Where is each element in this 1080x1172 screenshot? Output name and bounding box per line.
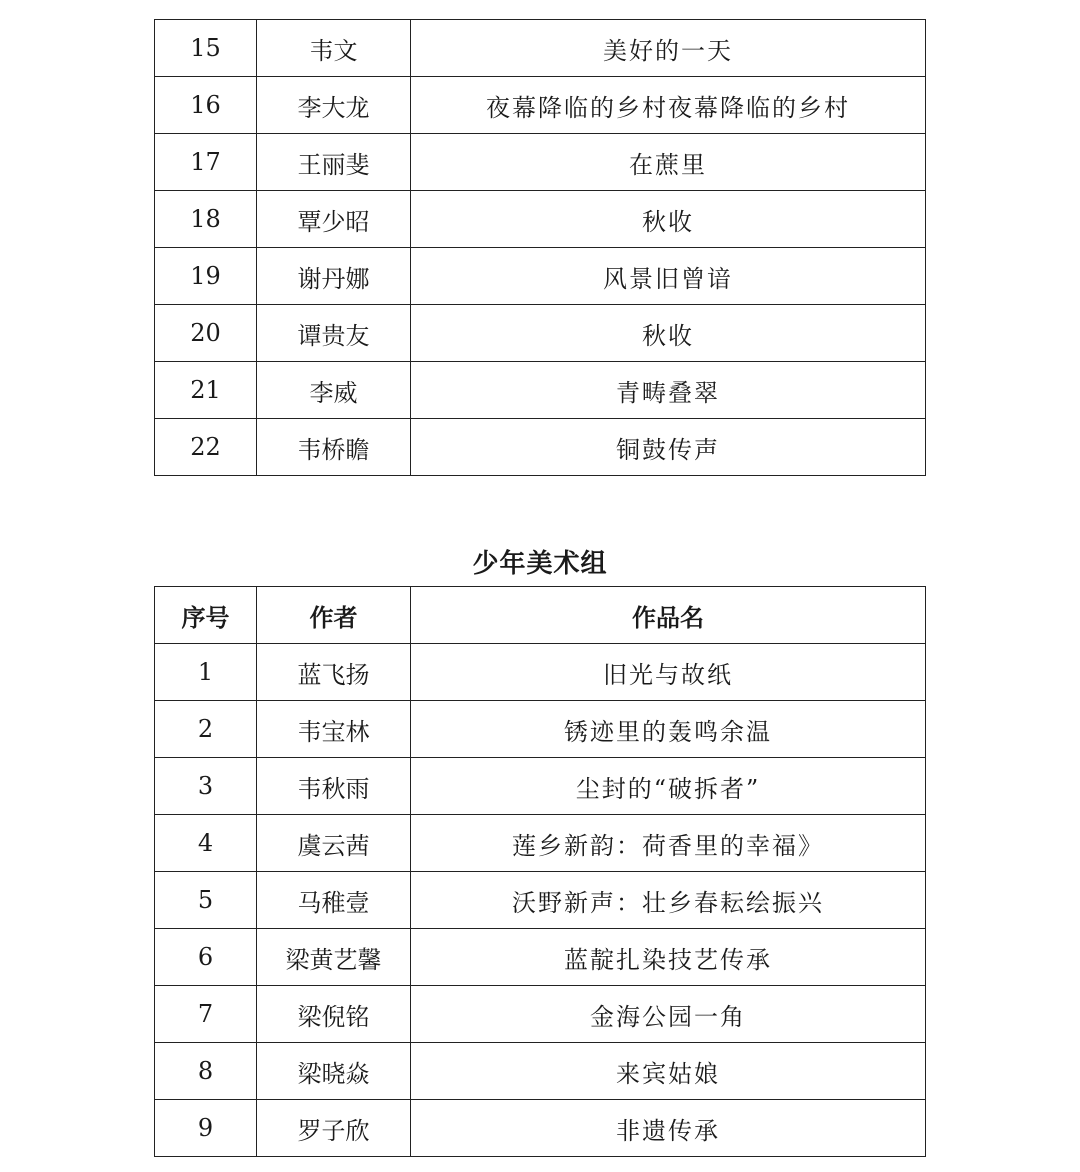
table-row — [155, 1043, 926, 1100]
row-title: 金海公园一角 — [411, 986, 926, 1043]
table-row — [155, 1100, 926, 1157]
table-header-row — [155, 587, 926, 644]
row-author: 韦宝林 — [257, 701, 411, 758]
row-title: 蓝靛扎染技艺传承 — [411, 929, 926, 986]
row-author: 韦秋雨 — [257, 758, 411, 815]
row-author: 王丽斐 — [257, 134, 411, 191]
row-author: 李大龙 — [257, 77, 411, 134]
row-number: 8 — [155, 1043, 257, 1100]
row-title: 风景旧曾谙 — [411, 248, 926, 305]
table-row — [155, 701, 926, 758]
row-author: 韦桥瞻 — [257, 419, 411, 476]
row-title: 莲乡新韵：荷香里的幸福》 — [411, 815, 926, 872]
row-number: 5 — [155, 872, 257, 929]
table-row — [155, 929, 926, 986]
table-row — [155, 20, 926, 77]
row-author: 谭贵友 — [257, 305, 411, 362]
table-row — [155, 77, 926, 134]
row-author: 韦文 — [257, 20, 411, 77]
row-number: 15 — [155, 20, 257, 77]
row-number: 21 — [155, 362, 257, 419]
table-row — [155, 305, 926, 362]
row-number: 16 — [155, 77, 257, 134]
table-row — [155, 191, 926, 248]
row-author: 马稚壹 — [257, 872, 411, 929]
row-title: 铜鼓传声 — [411, 419, 926, 476]
table-row — [155, 248, 926, 305]
table-row — [155, 872, 926, 929]
table-row — [155, 644, 926, 701]
table-row — [155, 362, 926, 419]
row-author: 梁倪铭 — [257, 986, 411, 1043]
row-title: 美好的一天 — [411, 20, 926, 77]
row-number: 18 — [155, 191, 257, 248]
row-author: 谢丹娜 — [257, 248, 411, 305]
row-number: 3 — [155, 758, 257, 815]
row-number: 4 — [155, 815, 257, 872]
row-title: 来宾姑娘 — [411, 1043, 926, 1100]
table-row — [155, 986, 926, 1043]
row-author: 梁晓焱 — [257, 1043, 411, 1100]
row-author: 梁黄艺馨 — [257, 929, 411, 986]
row-number: 22 — [155, 419, 257, 476]
row-title: 旧光与故纸 — [411, 644, 926, 701]
row-title: 尘封的“破拆者” — [411, 758, 926, 815]
table-row — [155, 419, 926, 476]
row-title: 沃野新声：壮乡春耘绘振兴 — [411, 872, 926, 929]
row-number: 7 — [155, 986, 257, 1043]
row-title: 青畴叠翠 — [411, 362, 926, 419]
row-number: 2 — [155, 701, 257, 758]
row-title: 秋收 — [411, 305, 926, 362]
row-author: 罗子欣 — [257, 1100, 411, 1157]
table-row — [155, 134, 926, 191]
row-title: 在蔗里 — [411, 134, 926, 191]
row-number: 17 — [155, 134, 257, 191]
row-author: 虞云茜 — [257, 815, 411, 872]
row-author: 蓝飞扬 — [257, 644, 411, 701]
row-number: 1 — [155, 644, 257, 701]
row-title: 非遗传承 — [411, 1100, 926, 1157]
row-title: 锈迹里的轰鸣余温 — [411, 701, 926, 758]
row-number: 20 — [155, 305, 257, 362]
header-number: 序号 — [155, 587, 257, 644]
section-title: 少年美术组 — [472, 549, 608, 579]
top-table — [154, 19, 926, 476]
row-number: 9 — [155, 1100, 257, 1157]
table-row — [155, 815, 926, 872]
row-number: 6 — [155, 929, 257, 986]
row-number: 19 — [155, 248, 257, 305]
row-author: 覃少昭 — [257, 191, 411, 248]
table-row — [155, 758, 926, 815]
youth-art-table — [154, 586, 926, 1157]
header-author: 作者 — [257, 587, 411, 644]
row-title: 秋收 — [411, 191, 926, 248]
header-title: 作品名 — [411, 587, 926, 644]
row-author: 李威 — [257, 362, 411, 419]
row-title: 夜幕降临的乡村夜幕降临的乡村 — [411, 77, 926, 134]
